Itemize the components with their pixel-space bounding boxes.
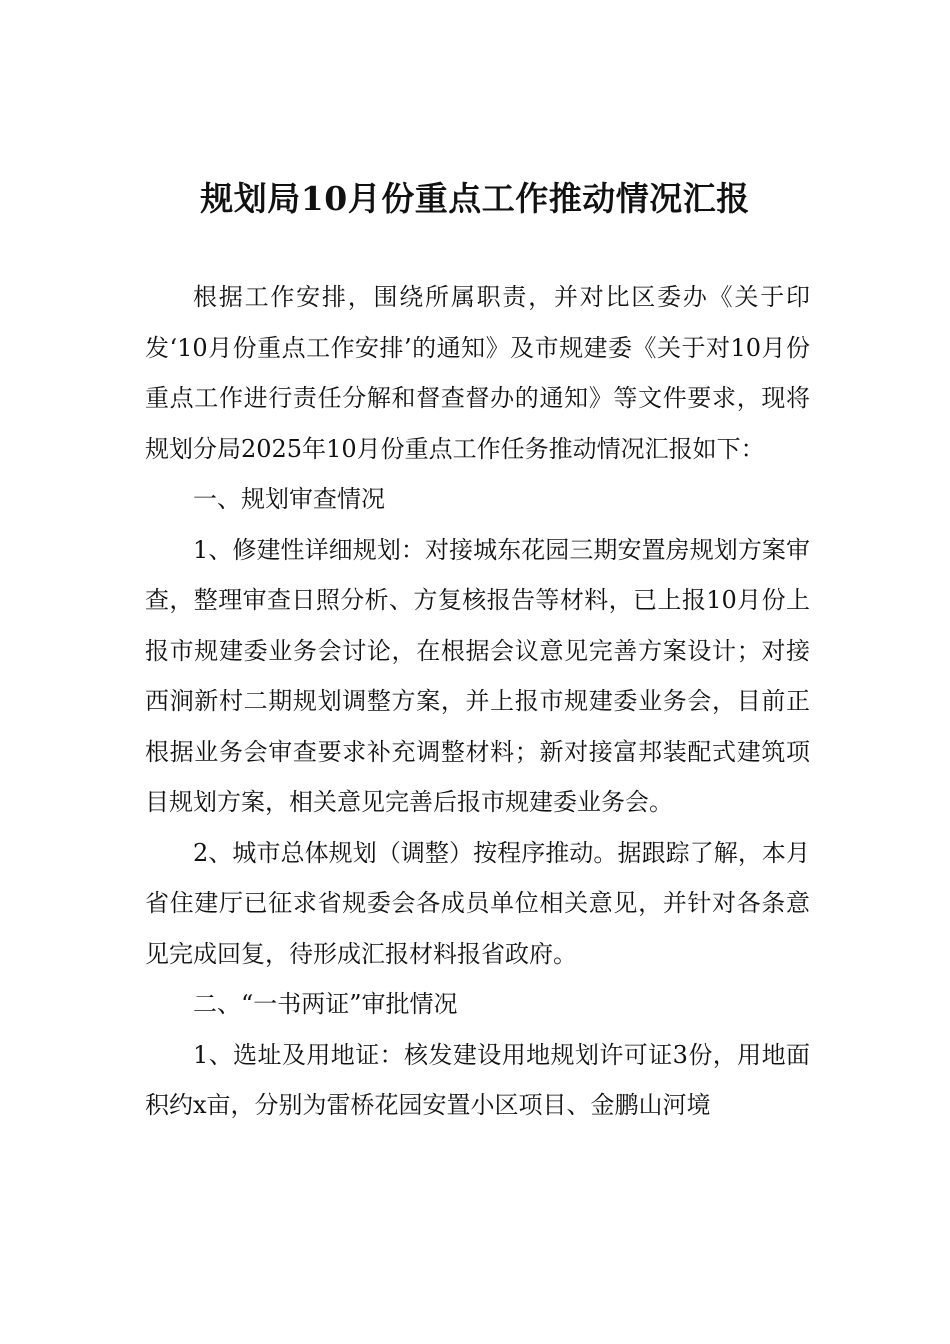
paragraph-master-plan: 2、城市总体规划（调整）按程序推动。据跟踪了解，本月省住建厅已征求省规委会各成员单位相关意见，并针对各条意见完成回复，待形成汇报材料报省政府。 (145, 838, 810, 968)
section-heading-permits: 二、“一书两证”审批情况 (193, 990, 458, 1018)
paragraph-detailed-planning: 1、修建性详细规划：对接城东花园三期安置房规划方案审查，整理审查日照分析、方复核报告等材料，已上报10月份上报市规建委业务会讨论，在根据会议意见完善方案设计；对接西涧新村二期规划调整方案，并上报市规建委业务会，目前正根据业务会审查要求补充调整材料；新对接富邦装配式建筑项目规划方案，相关意见完善后报市规建委业务会。 (145, 535, 810, 816)
document-body (145, 272, 810, 1131)
paragraph-land-use-permits: 1、选址及用地证：核发建设用地规划许可证3份，用地面积约x亩，分别为雷桥花园安置小区项目、金鹏山河境 (145, 1040, 810, 1119)
document-title: 规划局10月份重点工作推动情况汇报 (200, 179, 750, 218)
intro-paragraph: 根据工作安排，围绕所属职责，并对比区委办《关于印发‘10月份重点工作安排’的通知》及市规建委《关于对10月份重点工作进行责任分解和督查督办的通知》等文件要求，现将规划分局2025年10月份重点工作任务推动情况汇报如下： (145, 283, 810, 463)
section-heading-planning-review: 一、规划审查情况 (193, 485, 385, 513)
